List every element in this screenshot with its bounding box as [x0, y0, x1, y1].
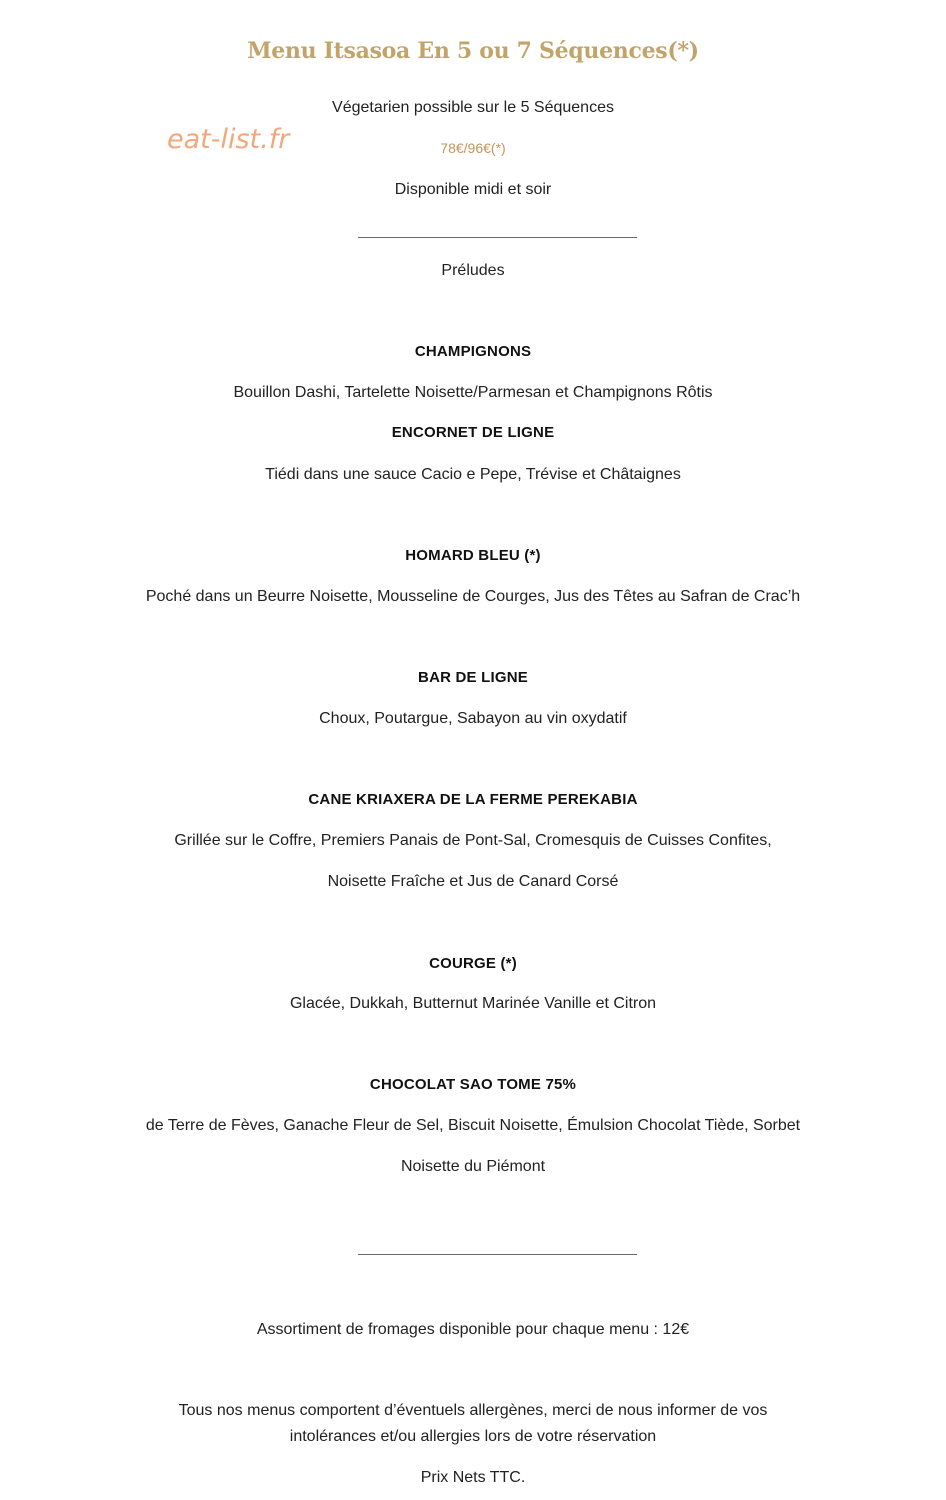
allergens-note-line2: intolérances et/ou allergies lors de votre réservation [289, 1428, 657, 1445]
dish-description: de Terre de Fèves, Ganache Fleur de Sel, Biscuit Noisette, Émulsion Chocolat Tiède, Sorbet [145, 1117, 801, 1134]
dish-description: Poché dans un Beurre Noisette, Mousseline de Courges, Jus des Têtes au Safran de Crac’h [145, 588, 801, 605]
vegetarian-note: Végetarien possible sur le 5 Séquences [332, 99, 614, 116]
dish-title: BAR DE LIGNE [418, 669, 528, 686]
allergens-note-line1: Tous nos menus comportent d’éventuels allergènes, merci de nous informer de vos [178, 1402, 768, 1419]
top-divider [358, 237, 637, 238]
dish-title: CANE KRIAXERA DE LA FERME PEREKABIA [308, 791, 638, 808]
dish-title: ENCORNET DE LIGNE [391, 424, 555, 441]
menu-title: Menu Itsasoa En 5 ou 7 Séquences(*) [247, 38, 699, 64]
bottom-divider [358, 1254, 637, 1255]
dish-description: Glacée, Dukkah, Butternut Marinée Vanille et Citron [289, 995, 657, 1012]
prices-note: Prix Nets TTC. [420, 1469, 526, 1486]
dish-description: Noisette Fraîche et Jus de Canard Corsé [327, 873, 619, 890]
dish-title: HOMARD BLEU (*) [405, 547, 541, 564]
dish-description: Tiédi dans une sauce Cacio e Pepe, Trévise et Châtaignes [265, 466, 681, 483]
dish-title: CHAMPIGNONS [414, 343, 532, 360]
cheese-note: Assortiment de fromages disponible pour chaque menu : 12€ [256, 1321, 690, 1338]
preludes-label: Préludes [441, 262, 505, 279]
dish-title: CHOCOLAT SAO TOME 75% [369, 1076, 577, 1093]
dish-description: Grillée sur le Coffre, Premiers Panais de Pont-Sal, Cromesquis de Cuisses Confites, [174, 832, 772, 849]
menu-price: 78€/96€(*) [440, 140, 506, 156]
dish-title: COURGE (*) [429, 955, 517, 972]
dish-description: Noisette du Piémont [400, 1158, 546, 1175]
availability-note: Disponible midi et soir [394, 181, 552, 198]
watermark-logo: eat-list.fr [167, 124, 290, 155]
dish-description: Bouillon Dashi, Tartelette Noisette/Parmesan et Champignons Rôtis [233, 384, 713, 401]
dish-description: Choux, Poutargue, Sabayon au vin oxydatif [319, 710, 627, 727]
